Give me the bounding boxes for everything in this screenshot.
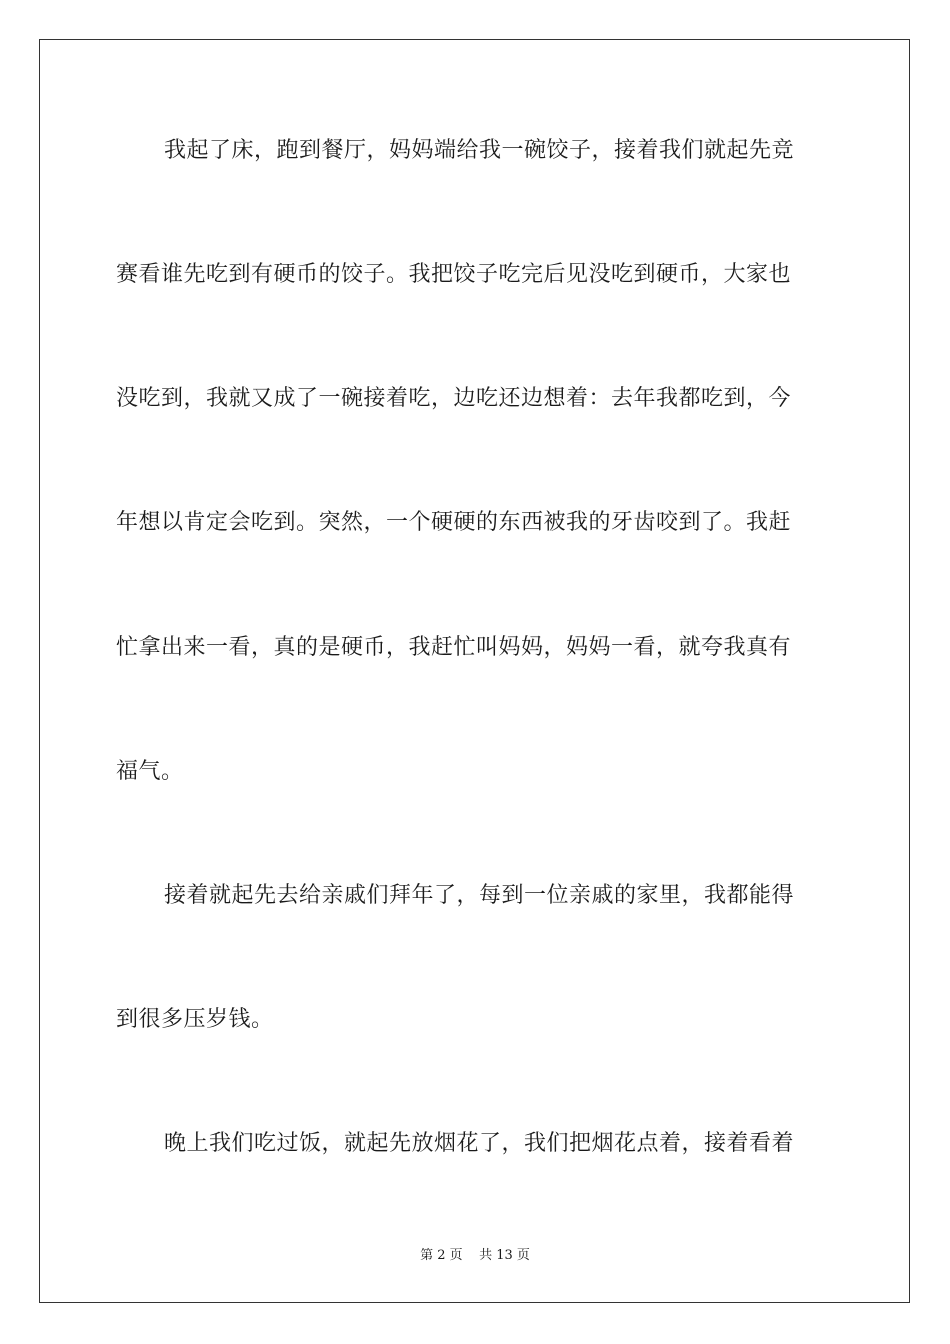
paragraph-line: 没吃到，我就又成了一碗接着吃，边吃还边想着：去年我都吃到，今	[116, 386, 792, 411]
paragraph-line: 赛看谁先吃到有硬币的饺子。我把饺子吃完后见没吃到硬币，大家也	[116, 262, 792, 287]
paragraph-line: 忙拿出来一看，真的是硬币，我赶忙叫妈妈，妈妈一看，就夸我真有	[116, 635, 792, 660]
paragraph-line: 福气。	[116, 759, 184, 784]
paragraph-line: 到很多压岁钱。	[116, 1007, 274, 1032]
page-border	[39, 39, 910, 1303]
page-number-footer: 第 2 页 共 13 页	[420, 1248, 530, 1263]
paragraph-line: 年想以肯定会吃到。突然，一个硬硬的东西被我的牙齿咬到了。我赶	[116, 510, 792, 535]
paragraph-line: 我起了床，跑到餐厅，妈妈端给我一碗饺子，接着我们就起先竞	[164, 138, 795, 163]
paragraph-line: 接着就起先去给亲戚们拜年了，每到一位亲戚的家里，我都能得	[164, 883, 795, 908]
paragraph-line: 晚上我们吃过饭，就起先放烟花了，我们把烟花点着，接着看着	[164, 1131, 795, 1156]
